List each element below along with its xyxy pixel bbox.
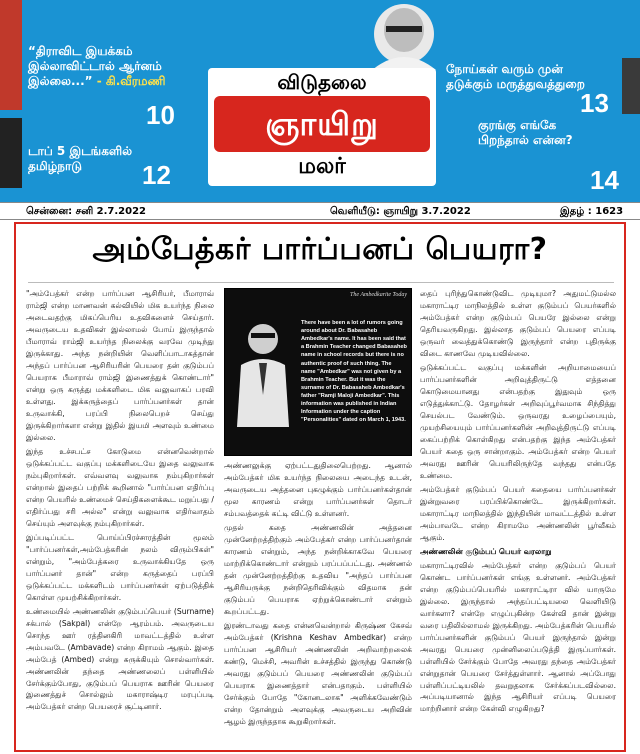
date-left: சென்னை: சனி 2.7.2022 (26, 206, 146, 217)
teaser-1[interactable] (28, 44, 228, 89)
col2-para-3: இரண்டாவது கதை என்னவென்றால் கிருஷ்ண கேசவ் அம்பேத்கர் (Krishna Keshav Ambedkar) என்ற பார்ப்பன ஆசிரியர் அண்ணலின் அறிவாற்றலைக் கண்டு, மெச்சி, அவரின் உச்சத்தில் இருந்து கொண்டு அவரது குடும்பப் பெயரை அண்ணலின் குடும்பப் பெயராக இணைத்தார் என்பதாகும். பள்ளியில் சேர்க்கும் போதே "கோனடலாக" அளிக்கவேண்டும் என்ற தோன்றும் அளவுக்கு அவருடைய அறிவின் ஆழம் இருந்ததாக கூறுகிறார்கள். (224, 620, 412, 726)
brand-logo (208, 68, 436, 186)
teaser-4-line1: குரங்கு எங்கே (478, 118, 557, 132)
brand-bottom: மலர் (298, 154, 346, 179)
brand-main: ஞாயிறு (214, 96, 430, 152)
photo-caption: There have been a lot of rumors going around about Dr. Babasaheb Ambedkar's name. It has been said that a Brahmin Teacher changed Babasaheb name in school records but there is no authentic proof of such thing. The name "Ambedkar" was not given by a Brahmin Teacher. But it was the surname of Dr. Babasaheb Ambedkar's father "Ramji Maloji Ambedkar". This information was published in Indian Information under the caption "Personalities" dated on March 1, 1943. (301, 320, 407, 424)
col3-para-1: தைப் புரிந்துகொண்டுவிட முடியுமா? அதுமட்டுமல்ல மகாராட்டிர மாநிலத்தில் உள்ள குடும்பப் பெயர்களில் அம்பேத்கர் என்ற குடும்பப் பெயரே இல்லை என்று தெரியவருகிறது. இல்லாத குடும்பப் பெயரை எப்படி ஒருவர் வைத்துக்கொண்டு இருந்தார் என்ற புதிருக்கு விடை காணவே முடியவில்லை. (420, 289, 616, 358)
ambedkar-portrait-icon (231, 315, 295, 427)
col2-para-2: முதல் கதை அண்ணலின் அத்தனை முன்னேற்றத்திற்கும் அம்பேத்கர் என்ற பார்ப்பனர்தான் காரணம் என்றும், அந்த நன்றிக்காகவே பெயரை மாற்றிக்கொண்டார் என்றும் பரப்பப்பட்டது. அண்ணல் தன் முன்னேற்றத்திற்கு உதவிய "அந்தப் பார்ப்பன ஆசிரியருக்கு நன்றிதெரிவிக்கும் விதமாக தன் குடும்பப் பெயராக ஏற்றுக்கொண்டார் என்றும் கூறப்பட்டது. (224, 522, 412, 616)
teaser-1-line2: இல்லாவிட்டால் ஆர்னம் (28, 59, 162, 73)
teaser-2-line2: தமிழ்நாடு (28, 159, 82, 173)
teaser-photo-left-bottom (0, 118, 22, 188)
col2-para-1: அண்ணலுக்கு ஏற்பட்டதுதிலைபெற்றது. ஆனால் அம்பேத்கர் மிக உயர்ந்த நிலையை அடைந்த உடன், அவருடைய அத்தனை புகழுக்கும் பார்ப்பனர்கள்தான் மூல காரணம் என்று பார்ப்பனர்கள் தொடர் சம்பவத்தைக் கட்டி விட்டு உள்ளனர். (224, 461, 412, 518)
issue-number: இதழ் : 1623 (560, 206, 624, 217)
col3-para-2: ஒடுக்கப்பட்ட வகுப்பு மக்களின் அறியாமையைப் பார்ப்பனர்களின் அறிவுத்திருட்டு எத்தனை கொடுமையானது என்பதற்கு இதுவும் ஒரு எடுத்துக்காட்டு. தோழர்கள் அறிவுப்பூர்வமாக சிந்தித்து செயல்பட வேண்டும். ஒருவரது உழைப்பையும், முயற்சியையும் பார்ப்பனர்களின் அறிவுத்திருட்டு எப்படி கைப்பற்றிக் கொள்கிறது என்பதற்கு இந்த அம்பேத்கர் பெயர் கதை ஒரு சான்றாகும். அம்பேத்கர் என்ற பெயர் அவரது ஊரின் பெயரிலிருந்தே வந்தது என்பதே உண்மை. (420, 362, 616, 480)
col1-para-1: "அம்பேத்கர் என்ற பார்ப்பன ஆசிரியர், பீமாராவ் ராம்ஜி என்ற மாணவன் கல்வியில் மிக உயர்ந்த நிலை அடைவதற்கு மிகப்பெரிய உதவிகளைச் செய்தார். அவருடைய உதவிகள் இல்லாமல் போய் இருந்தால் பீமாராவ் ராம்ஜி உயர்ந்த நிலைக்கு வரவே முடிந்து இருக்காது. அந்த நன்றியின் வெளிப்பாடாகத்தான் அந்தப் பார்ப்பன ஆசிரியரின் பெயரை தன் குடும்பப் பெயராக பீமாராவ் ராம்ஜி இணைத்துக் கொண்டார்" என்று ஒரு கருத்து மக்களிடை மிக வலுவாகப் பரவி உள்ளது. இக்கருத்தைப் பார்ப்பனர்கள் தான் உருவாக்கி, பரப்பி நிலைபெறச் செய்து இருக்கிறார்களா என்று இதில் இயமி அளவும் உண்மை இல்லை. (26, 289, 214, 442)
teaser-photo-left-top (0, 0, 22, 110)
article-photo (224, 288, 412, 456)
teaser-3-page: 13 (580, 88, 609, 118)
col1-para-2: இந்த உச்சபட்ச கோடுமை என்னவென்றால் ஒடுக்கப்பட்ட வகுப்பு மக்களிடையே இதை வலுவாக நம்புகிறார்கள். எவ்வளவு வலுவாக நம்புகிறார்கள் என்றால் இதைப் பற்றிக் கூறினால் "பார்ப்பன எதிர்ப்பு என்ற பெயரில் உண்மைச் செய்திகளைக்கூட மறுப்பது / எதிர்ப்பது சரி அல்ல" என்று வலுவாக எதிர்வாதம் செய்யும் அளவுக்கு நம்புகிறார்கள். (26, 446, 214, 528)
teaser-4-line2: பிறந்தால் என்ன? (478, 133, 573, 147)
headline-divider (28, 282, 614, 283)
teaser-1-author: - கி.வீரமணி (96, 74, 166, 88)
photo-tag: The Ambedkarite Today (350, 292, 407, 298)
col3-para-4: மகாராட்டிரவில் அம்பேத்கர் என்ற குடும்பப் பெயர் கொண்ட பார்ப்பனர்கள் எங்கு உள்ளனர். அம்பேத்கர் என்ற குடும்பப்பெயரில் மகாராட்டிரா வில் யாருமே இல்லை. இருந்தால் அந்தப்பட்டியலை வெளியிடு வார்களா? என்றே எழுப்புகின்ற கேள்வி தான் இன்று வரை பதிலில்லாமல் இருக்கிறது. அம்பேத்கரின் பெயரில் பார்ப்பனர்களின் குடும்பப் பெயர் இருந்தால் இன்று அவரது பெயரை முன்னிலைப்படுத்தி இருப்பார்கள். பள்ளியில் சேர்க்கும் போதே அவரது தந்தை அம்பேத்கர் என்றுதான் பெயரை சேர்த்துள்ளார். ஆனால் அப்போது பள்ளிப்பட்டியலில் தவறுதலாக சேர்க்கப்படவில்லை. அப்படியானால் இந்த ஆசிரியர் எப்படி பெயரை மாற்றினார் என்ற கேள்வி எழுகிறது? (420, 560, 616, 714)
teaser-4[interactable] (478, 118, 628, 148)
teaser-1-line3: இல்லை...” (28, 74, 93, 88)
col3-para-3: அம்பேத்கர் குடும்பப் பெயர் கதையை பார்ப்பனர்கள் இன்றுவரை பரப்பிக்கொண்டே இருக்கிறார்கள். மகாராட்டிர மாநிலத்தில் இந்தியின் மாவட்டத்தில் உள்ள அம்பாவடே என்ற கிராமமே அண்ணலின் பூர்வீகம் ஆகும். (420, 484, 616, 542)
brand-top: விடுதலை (277, 70, 367, 94)
masthead (0, 0, 640, 202)
article-column-2-top (224, 460, 412, 730)
portrait-icon (312, 0, 452, 70)
article-frame (14, 222, 626, 752)
teaser-4-page: 14 (590, 165, 619, 195)
teaser-1-page: 10 (146, 100, 175, 130)
col3-subhead: அண்ணலின் குடும்பப் பெயர் வரலாறு (420, 546, 552, 556)
teaser-1-line1: “திராவிட இயக்கம் (28, 44, 133, 58)
col1-para-3: இப்படிப்பட்ட பொய்ப்பிரச்சாரத்தின் மூலம் "பார்ப்பனர்கள்,அம்பேத்கரின் நலம் விரும்பிகள்" என்றும், "அம்பேத்கரை உருவாக்கியதே ஒரு பார்ப்பனர் தான்" என்ற கருத்தைப் பரப்பி ஒடுக்கப்பட்ட மக்களிடம் பார்ப்பனர்கள் ஏற்படுத்திக் கொள்ள முயற்சிக்கிறார்கள். (26, 532, 214, 602)
date-mid: வெளியீடு: ஞாயிறு 3.7.2022 (330, 206, 471, 217)
teaser-2-line1: டாப் 5 இடங்களில் (28, 144, 133, 158)
col1-para-4: உண்மையில் அண்ணலின் குடும்பப்பெயர் (Surname) சக்பால் (Sakpal) என்றே ஆரம்பம். அவருடைய சொந்த ஊர் ரத்தினகிரி மாவட்டத்தில் உள்ள அம்பவடே (Ambavade) என்ற கிராமம் ஆகும். இதை அம்பேத் (Ambed) என்று சுருக்கியும் சொல்வார்கள். அண்ணலின் தந்தை அண்ணலைப் பள்ளியில் சேர்க்கும்போது, குடும்பப் பெயராக ஊரின் பெயரை இணைத்துச் சொல்லும் மகாராஷ்டிர மரபுப்படி அம்பேத்கர் என்ற பெயரைச் சூட்டினார். (26, 606, 214, 712)
date-bar (0, 202, 640, 220)
article-column-3 (420, 288, 616, 717)
teaser-3-line2: தடுக்கும் மருத்துவத்துறை (446, 77, 585, 91)
teaser-3-line1: நோய்கள் வரும் முன் (446, 62, 563, 76)
article-headline: அம்பேத்கர் பார்ப்பனப் பெயரா? (92, 232, 548, 267)
article-column-1 (26, 288, 214, 715)
teaser-2-page: 12 (142, 160, 171, 190)
